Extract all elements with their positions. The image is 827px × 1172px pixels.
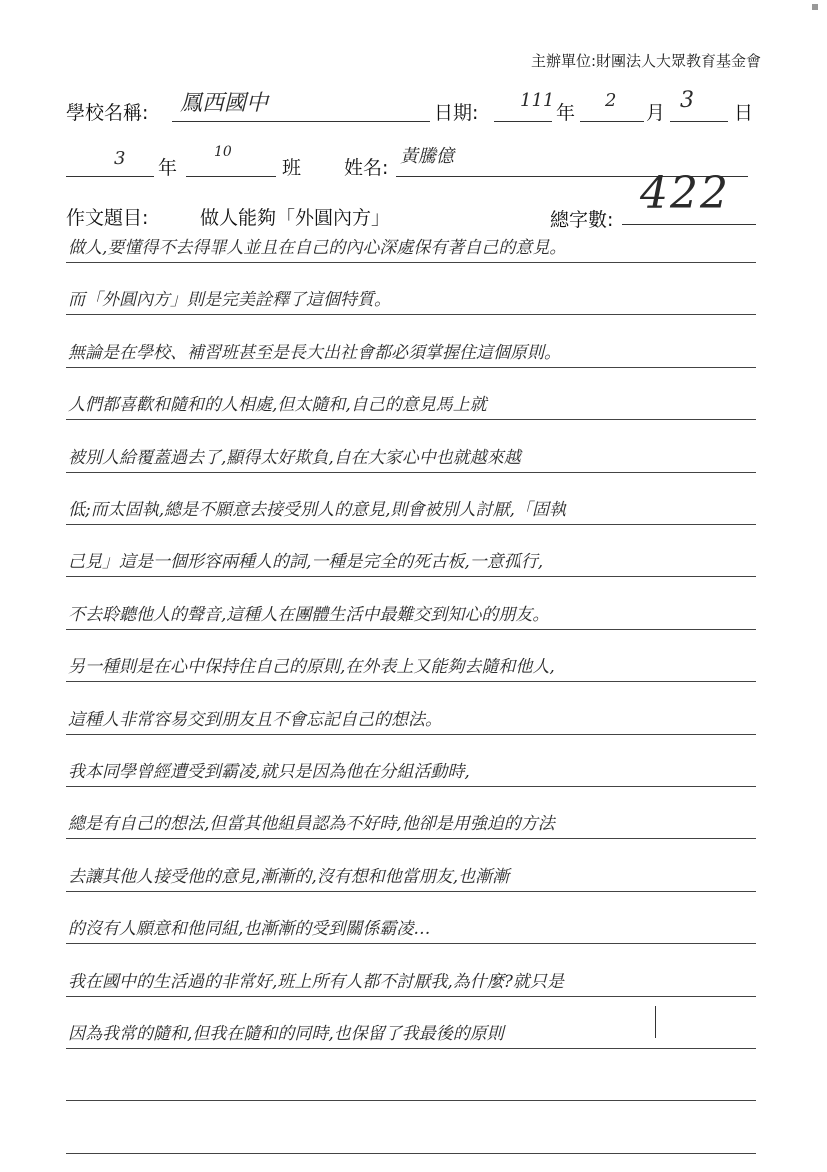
writing-rule: [66, 472, 756, 473]
writing-rule: [66, 524, 756, 525]
writing-rule: [66, 943, 756, 944]
date-day-underline: [670, 121, 728, 122]
essay-line: 我在國中的生活過的非常好,班上所有人都不討厭我,為什麼?就只是: [68, 972, 564, 992]
date-month-underline: [580, 121, 644, 122]
date-year-underline: [494, 121, 552, 122]
essay-line: 而「外圓內方」則是完美詮釋了這個特質。: [68, 290, 391, 310]
writing-rule: [66, 838, 756, 839]
month-label: 月: [646, 102, 666, 124]
school-value: 鳳西國中: [180, 91, 269, 116]
date-year-value: 111: [520, 90, 555, 111]
essay-line: 不去聆聽他人的聲音,這種人在團體生活中最難交到知心的朋友。: [68, 605, 550, 625]
writing-rule: [66, 1153, 756, 1154]
date-label: 日期:: [434, 102, 479, 124]
name-label: 姓名:: [344, 157, 389, 179]
writing-rule: [66, 1048, 756, 1049]
writing-rule: [66, 786, 756, 787]
writing-rule: [66, 314, 756, 315]
grade-underline: [66, 176, 154, 177]
school-underline: [172, 121, 430, 122]
essay-line: 己見」這是一個形容兩種人的詞,一種是完全的死古板,一意孤行,: [68, 552, 544, 572]
essay-line: 另一種則是在心中保持住自己的原則,在外表上又能夠去隨和他人,: [68, 657, 555, 677]
essay-line: 被別人給覆蓋過去了,顯得太好欺負,自在大家心中也就越來越: [68, 448, 521, 468]
organizer-header: 主辦單位:財團法人大眾教育基金會: [530, 52, 761, 70]
essay-line: 無論是在學校、補習班甚至是長大出社會都必須掌握住這個原則。: [68, 343, 561, 363]
writing-rule: [66, 262, 756, 263]
essay-line: 的沒有人願意和他同組,也漸漸的受到關係霸凌…: [68, 919, 431, 939]
essay-line: 總是有自己的想法,但當其他組員認為不好時,他卻是用強迫的方法: [68, 814, 555, 834]
end-mark: [655, 1006, 656, 1038]
essay-line: 去讓其他人接受他的意見,漸漸的,沒有想和他當朋友,也漸漸: [68, 867, 510, 887]
writing-rule: [66, 996, 756, 997]
school-label: 學校名稱:: [66, 102, 149, 124]
writing-rule: [66, 419, 756, 420]
writing-rule: [66, 629, 756, 630]
class-value: 10: [214, 144, 232, 160]
year-label: 年: [556, 102, 576, 124]
date-month-value: 2: [605, 90, 617, 111]
topic-value: 做人能夠「外圓內方」: [200, 207, 391, 229]
name-value: 黃騰億: [400, 146, 454, 167]
date-day-value: 3: [680, 88, 694, 113]
scan-corner-mark: [812, 4, 818, 10]
writing-rule: [66, 891, 756, 892]
wordcount-label: 總字數:: [550, 209, 614, 231]
wordcount-value: 422: [640, 168, 730, 219]
writing-rule: [66, 367, 756, 368]
writing-rule: [66, 681, 756, 682]
essay-line: 這種人非常容易交到朋友且不會忘記自己的想法。: [68, 710, 442, 730]
class-label: 班: [282, 157, 302, 179]
essay-line: 人們都喜歡和隨和的人相處,但太隨和,自己的意見馬上就: [68, 395, 487, 415]
grade-label: 年: [158, 157, 178, 179]
essay-line: 因為我常的隨和,但我在隨和的同時,也保留了我最後的原則: [68, 1024, 504, 1044]
class-underline: [186, 176, 276, 177]
topic-label: 作文題目:: [66, 207, 149, 229]
essay-line: 做人,要懂得不去得罪人並且在自己的內心深處保有著自己的意見。: [68, 238, 567, 258]
writing-rule: [66, 576, 756, 577]
wordcount-underline: [622, 224, 756, 225]
day-label: 日: [734, 102, 754, 124]
essay-line: 低;而太固執,總是不願意去接受別人的意見,則會被別人討厭,「固執: [68, 500, 566, 520]
writing-rule: [66, 1100, 756, 1101]
grade-value: 3: [114, 148, 126, 169]
writing-rule: [66, 734, 756, 735]
essay-line: 我本同學曾經遭受到霸凌,就只是因為他在分組活動時,: [68, 762, 470, 782]
